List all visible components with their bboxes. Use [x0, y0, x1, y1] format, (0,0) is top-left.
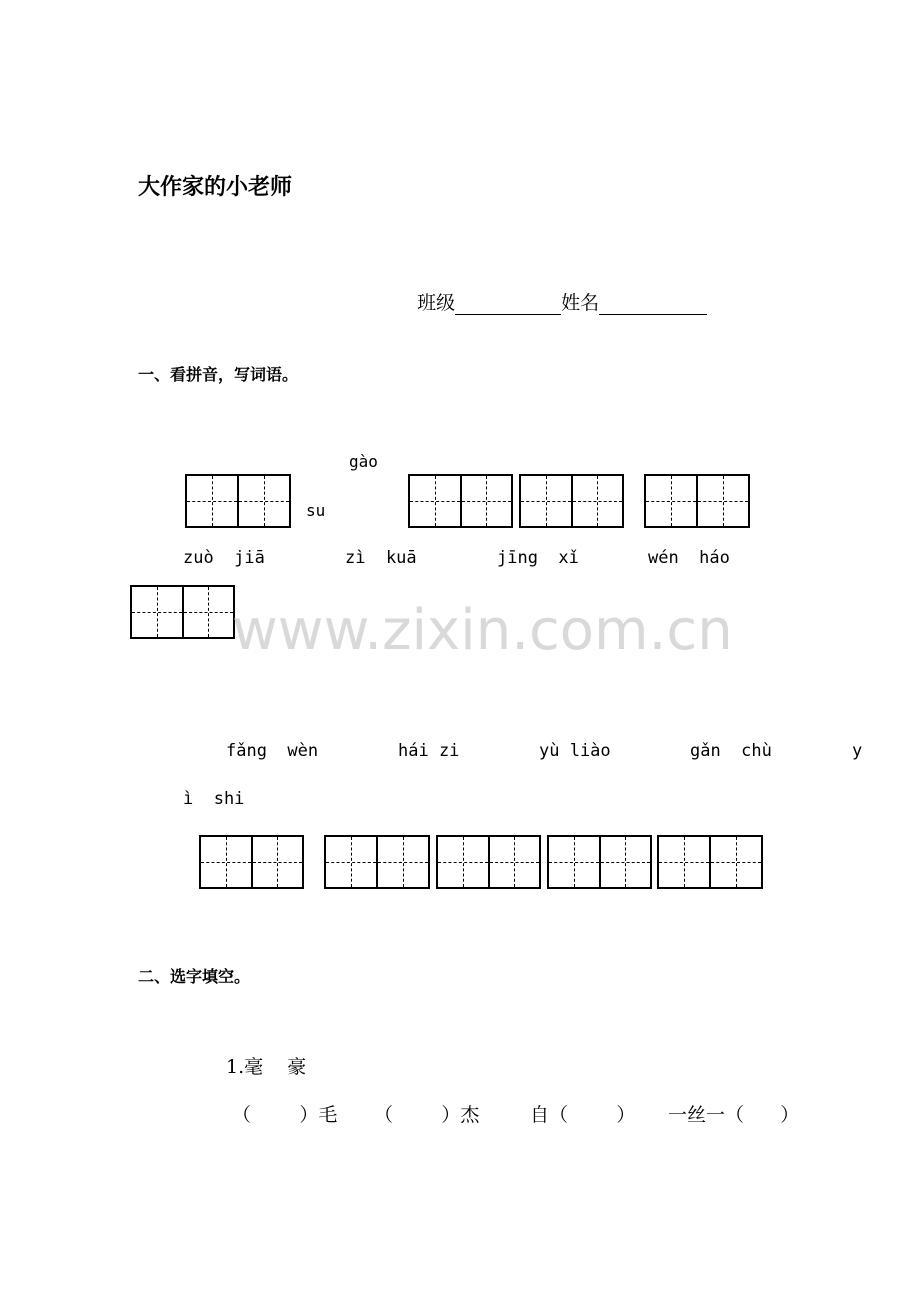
- pinyin-su: su: [306, 501, 326, 520]
- writing-grid-ganchu[interactable]: [547, 835, 652, 889]
- item-1-blank-jie[interactable]: （ ）杰: [374, 1104, 480, 1126]
- name-label: 姓名: [561, 292, 600, 314]
- grid-cell[interactable]: [132, 587, 182, 637]
- class-blank[interactable]: [455, 292, 561, 315]
- writing-grid-yuliao[interactable]: [436, 835, 541, 889]
- pinyin-yishi-end: ì shi: [183, 789, 245, 809]
- grid-cell[interactable]: [659, 837, 709, 887]
- pinyin-yuliao: yù liào: [539, 741, 611, 761]
- writing-grid-haizi[interactable]: [324, 835, 430, 889]
- item-1-blank-zi[interactable]: 自（ ）: [530, 1104, 636, 1126]
- grid-cell[interactable]: [549, 837, 599, 887]
- grid-cell[interactable]: [460, 476, 512, 526]
- grid-cell[interactable]: [646, 476, 696, 526]
- grid-cell[interactable]: [599, 837, 651, 887]
- writing-grid-fangwen[interactable]: [199, 835, 304, 889]
- grid-cell[interactable]: [251, 837, 303, 887]
- section-2-heading: 二、选字填空。: [138, 967, 251, 986]
- watermark: www.zixin.com.cn: [232, 598, 733, 663]
- pinyin-gao: gào: [349, 452, 378, 471]
- grid-cell[interactable]: [201, 837, 251, 887]
- page-title: 大作家的小老师: [138, 174, 293, 200]
- grid-cell[interactable]: [521, 476, 571, 526]
- item-1-options: 1.毫 豪: [226, 1056, 307, 1078]
- writing-grid-extra[interactable]: [130, 585, 235, 639]
- grid-cell[interactable]: [488, 837, 540, 887]
- grid-cell[interactable]: [376, 837, 428, 887]
- grid-cell[interactable]: [410, 476, 460, 526]
- class-label: 班级: [417, 292, 456, 314]
- writing-grid-zikua[interactable]: [408, 474, 513, 528]
- item-1-blank-mao[interactable]: （ ）毛: [232, 1104, 338, 1126]
- pinyin-fangwen: fǎng wèn: [226, 741, 319, 761]
- pinyin-wenhao: wén háo: [648, 548, 730, 568]
- pinyin-ganchu: gǎn chù: [690, 741, 772, 761]
- grid-cell[interactable]: [182, 587, 234, 637]
- pinyin-yishi-start: y: [852, 741, 863, 761]
- grid-cell[interactable]: [326, 837, 376, 887]
- pinyin-haizi: hái zi: [398, 741, 460, 761]
- pinyin-jingxi: jīng xǐ: [497, 548, 579, 568]
- writing-grid-jingxi[interactable]: [519, 474, 624, 528]
- grid-cell[interactable]: [438, 837, 488, 887]
- grid-cell[interactable]: [709, 837, 761, 887]
- name-blank[interactable]: [599, 292, 707, 315]
- grid-cell[interactable]: [571, 476, 623, 526]
- writing-grid-yishi[interactable]: [657, 835, 763, 889]
- writing-grid-zuojia[interactable]: [185, 474, 291, 528]
- pinyin-zikua: zì kuā: [345, 548, 417, 568]
- class-name-line: [405, 266, 707, 315]
- grid-cell[interactable]: [237, 476, 289, 526]
- grid-cell[interactable]: [696, 476, 748, 526]
- item-1-blank-yisiyi[interactable]: 一丝一（ ）: [668, 1104, 800, 1126]
- grid-cell[interactable]: [187, 476, 237, 526]
- writing-grid-wenhao[interactable]: [644, 474, 750, 528]
- section-1-heading: 一、看拼音，写词语。: [138, 365, 299, 384]
- pinyin-zuojia: zuò jiā: [183, 548, 265, 568]
